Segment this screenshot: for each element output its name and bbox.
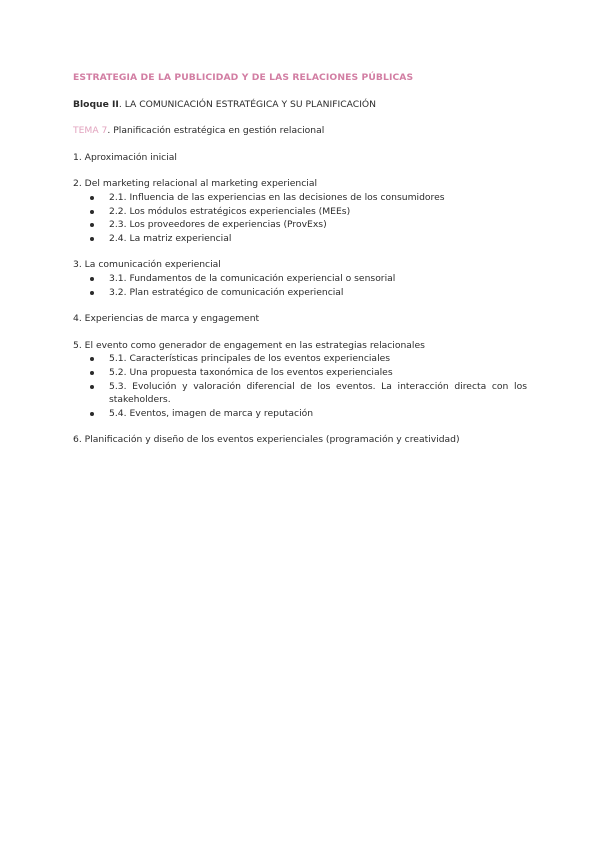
bloque-heading bbox=[73, 98, 527, 112]
tema-label: TEMA 7 bbox=[73, 125, 108, 137]
list-item-text: 2.4. La matriz experiencial bbox=[109, 232, 232, 244]
bullet-icon bbox=[90, 371, 94, 375]
list-item bbox=[90, 205, 527, 219]
list-item bbox=[90, 218, 527, 232]
bullet-icon bbox=[90, 357, 94, 361]
bullet-icon bbox=[90, 277, 94, 281]
subsection-list bbox=[73, 352, 527, 420]
bullet-icon bbox=[90, 291, 94, 295]
bullet-icon bbox=[90, 210, 94, 214]
subsection-list bbox=[73, 191, 527, 245]
section bbox=[73, 339, 527, 421]
subsection-list bbox=[73, 272, 527, 299]
list-item bbox=[90, 352, 527, 366]
list-item-text: 2.2. Los módulos estratégicos experienciales (MEEs) bbox=[109, 205, 351, 217]
bullet-icon bbox=[90, 196, 94, 200]
section bbox=[73, 177, 527, 245]
list-item-text: 5.4. Eventos, imagen de marca y reputación bbox=[109, 407, 314, 419]
bullet-icon bbox=[90, 223, 94, 227]
section-title: 2. Del marketing relacional al marketing experiencial bbox=[73, 178, 318, 190]
list-item bbox=[90, 286, 527, 300]
list-item bbox=[90, 407, 527, 421]
list-item-text: 5.3. Evolución y valoración diferencial de los eventos. La interacción directa con los stakeholders. bbox=[109, 380, 527, 406]
bloque-text: . LA COMUNICACIÓN ESTRATÉGICA Y SU PLANIFICACIÓN bbox=[118, 98, 377, 110]
section bbox=[73, 258, 527, 299]
document-title: ESTRATEGIA DE LA PUBLICIDAD Y DE LAS RELACIONES PÚBLICAS bbox=[73, 72, 414, 83]
bloque-label: Bloque II bbox=[73, 98, 119, 110]
section-title: 6. Planificación y diseño de los eventos experienciales (programación y creatividad) bbox=[73, 434, 460, 446]
list-item bbox=[90, 366, 527, 380]
bullet-icon bbox=[90, 237, 94, 241]
section-title: 1. Aproximación inicial bbox=[73, 151, 177, 163]
list-item bbox=[90, 232, 527, 246]
list-item-text: 5.1. Características principales de los eventos experienciales bbox=[109, 353, 391, 365]
tema-heading bbox=[73, 124, 527, 138]
list-item-text: 2.3. Los proveedores de experiencias (ProvExs) bbox=[109, 219, 327, 231]
list-item-text: 3.2. Plan estratégico de comunicación experiencial bbox=[109, 286, 344, 298]
section-title: 5. El evento como generador de engagement en las estrategias relacionales bbox=[73, 339, 425, 351]
bullet-icon bbox=[90, 385, 94, 389]
section bbox=[73, 312, 527, 326]
section bbox=[73, 151, 527, 165]
list-item-text: 3.1. Fundamentos de la comunicación experiencial o sensorial bbox=[109, 272, 396, 284]
sections-list bbox=[73, 151, 527, 447]
section bbox=[73, 433, 527, 447]
tema-text: . Planificación estratégica en gestión relacional bbox=[107, 125, 325, 137]
section-title: 3. La comunicación experiencial bbox=[73, 259, 221, 271]
list-item bbox=[90, 272, 527, 286]
document-content bbox=[73, 71, 527, 460]
list-item-text: 2.1. Influencia de las experiencias en las decisiones de los consumidores bbox=[109, 191, 445, 203]
list-item bbox=[90, 380, 527, 407]
list-item-text: 5.2. Una propuesta taxonómica de los eventos experienciales bbox=[109, 366, 393, 378]
bullet-icon bbox=[90, 412, 94, 416]
list-item bbox=[90, 191, 527, 205]
section-title: 4. Experiencias de marca y engagement bbox=[73, 313, 260, 325]
